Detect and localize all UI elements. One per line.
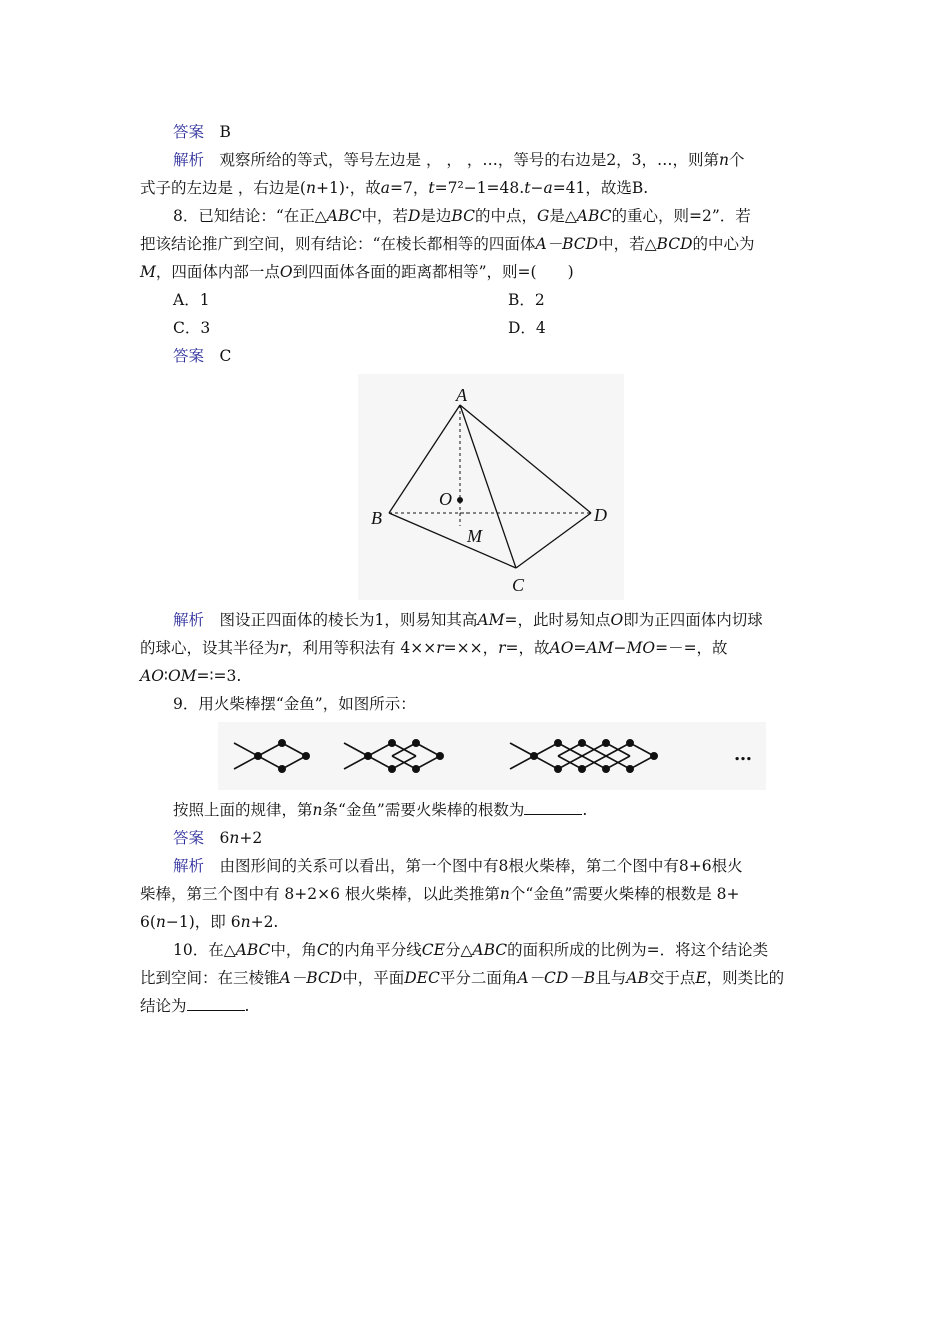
var: AM [477, 611, 505, 629]
label-m: M [467, 526, 482, 546]
analysis-text: − [613, 639, 627, 657]
q8-analysis-line2 [140, 638, 728, 658]
question-text: 的中点， [474, 207, 537, 225]
matchstick [510, 743, 534, 756]
analysis-text: =∶=3. [196, 667, 242, 685]
var: AO [549, 639, 574, 657]
analysis-text: 个“金鱼”需要火柴棒的根数是 8+ [509, 885, 740, 903]
var: C [316, 941, 329, 959]
var: n [719, 151, 730, 169]
analysis-text: 式子的左边是 ，右边是( [140, 179, 306, 197]
answer-label: 答案 [173, 347, 205, 365]
question-text: 把该结论推广到空间，则有结论：“在棱长都相等的四面体 [140, 235, 536, 253]
q7-answer-line [173, 122, 231, 142]
answer-blank[interactable] [187, 996, 245, 1011]
var: n [155, 913, 166, 931]
answer-label: 答案 [173, 123, 205, 141]
analysis-text: +2. [250, 913, 279, 931]
matchstick [258, 743, 282, 756]
var: r [436, 639, 444, 657]
q10-question-line3 [140, 996, 249, 1016]
matchstick [416, 743, 440, 756]
analysis-text: ，利用等积法有 4×× [286, 639, 437, 657]
analysis-label: 解析 [173, 151, 205, 169]
var: MO [626, 639, 656, 657]
matchstick [344, 743, 368, 756]
var: CE [421, 941, 445, 959]
analysis-text: ∶ [163, 667, 168, 685]
analysis-text: 柴棒，第三个图中有 8+2×6 根火柴棒，以此类推第 [140, 885, 500, 903]
var: n [305, 179, 316, 197]
var: A－CD－B [517, 969, 596, 987]
analysis-text: 个 [729, 151, 745, 169]
var: E [695, 969, 707, 987]
q9-analysis-line3 [140, 912, 278, 932]
analysis-text: 由图形间的关系可以看出，第一个图中有8根火柴棒，第二个图中有8+6根火 [219, 857, 743, 875]
var: ABC [326, 207, 362, 225]
option-b: B．2 [508, 291, 545, 309]
matchstick [416, 756, 440, 769]
var: n [229, 829, 240, 847]
var: ABC [576, 207, 612, 225]
analysis-text: +1)·，故 [315, 179, 381, 197]
edge-cd [516, 513, 591, 568]
q9-question: 9．用火柴棒摆“金鱼”，如图所示： [173, 695, 416, 713]
var: BCD [656, 235, 693, 253]
question-text: ，四面体内部一点 [155, 263, 280, 281]
q8-question-line3 [140, 262, 574, 282]
analysis-label: 解析 [173, 611, 205, 629]
var: A－BCD [279, 969, 343, 987]
matchstick [234, 743, 258, 756]
q7-analysis-line2 [140, 178, 648, 198]
question-text: . [582, 801, 588, 819]
analysis-text: 观察所给的等式，等号左边是 ， ， ，…，等号的右边是2，3，…，则第 [219, 151, 720, 169]
var: AM [586, 639, 614, 657]
edge-bc [389, 513, 516, 568]
var: t [524, 179, 531, 197]
question-text: 的内角平分线 [328, 941, 422, 959]
question-text: 比到空间：在三棱锥 [140, 969, 280, 987]
q9-analysis-line2 [140, 884, 740, 904]
q9-analysis-line1 [173, 856, 743, 876]
analysis-label: 解析 [173, 857, 205, 875]
analysis-text: 6( [140, 913, 156, 931]
analysis-text: =7， [390, 179, 429, 197]
analysis-text: = [573, 639, 587, 657]
question-text: 条“金鱼”需要火柴棒的根数为 [322, 801, 525, 819]
matchstick [534, 756, 558, 769]
matchstick [282, 743, 306, 756]
goldfish-figure [218, 722, 766, 790]
option-c: C．3 [173, 319, 211, 337]
q8-question-line2 [140, 234, 755, 254]
match-head [303, 753, 309, 759]
analysis-text: =××， [443, 639, 499, 657]
matchstick [258, 756, 282, 769]
var: AO [140, 667, 164, 685]
question-text: 中，若△ [598, 235, 657, 253]
question-text: 平分二面角 [439, 969, 518, 987]
q10-question-line1 [173, 940, 768, 960]
var: O [610, 611, 624, 629]
analysis-text: =－=，故 [655, 639, 728, 657]
match-head [437, 753, 443, 759]
label-c: C [512, 575, 525, 595]
answer-value: 6 [219, 829, 230, 847]
point-o [457, 497, 463, 503]
question-text: 中，角 [270, 941, 317, 959]
matchstick [630, 743, 654, 756]
question-text: 是边 [420, 207, 452, 225]
answer-blank[interactable] [524, 800, 582, 815]
goldfish-matchstick-diagram [218, 722, 766, 790]
var: D [407, 207, 421, 225]
label-a: A [456, 385, 467, 405]
analysis-text: =，故 [505, 639, 550, 657]
label-b: B [371, 508, 382, 528]
question-text: ，则类比的 [706, 969, 785, 987]
answer-value: C [219, 347, 232, 365]
answer-value: +2 [239, 829, 263, 847]
var: ABC [472, 941, 508, 959]
var: r [498, 639, 506, 657]
q9-answer-line [173, 828, 262, 848]
question-text: 是△ [549, 207, 577, 225]
matchstick [510, 756, 534, 769]
question-text: 的中心为 [692, 235, 755, 253]
var: AB [626, 969, 649, 987]
analysis-text: 即为正四面体内切球 [623, 611, 763, 629]
analysis-text: 的球心，设其半径为 [140, 639, 280, 657]
tetrahedron-diagram [358, 374, 624, 600]
option-d: D．4 [508, 319, 546, 337]
var: A－BCD [535, 235, 599, 253]
q8-analysis-line1 [173, 610, 763, 630]
var: O [279, 263, 293, 281]
analysis-text: =41，故选B. [552, 179, 649, 197]
question-text: 8．已知结论：“在正△ [173, 207, 327, 225]
question-text: 分△ [444, 941, 473, 959]
label-d: D [594, 505, 607, 525]
matchstick [344, 756, 368, 769]
question-text: 10．在△ [173, 941, 236, 959]
question-text: 中，平面 [342, 969, 405, 987]
matchstick [368, 743, 392, 756]
option-a: A．1 [173, 291, 210, 309]
label-o: O [439, 489, 452, 509]
q7-analysis-line1 [173, 150, 745, 170]
analysis-text: =7²−1=48. [434, 179, 525, 197]
question-text: 交于点 [648, 969, 696, 987]
matchstick [534, 743, 558, 756]
matchstick [282, 756, 306, 769]
matchstick [368, 756, 392, 769]
analysis-text: −1)，即 6 [165, 913, 241, 931]
var: M [140, 263, 156, 281]
matchstick [630, 756, 654, 769]
var: a [543, 179, 553, 197]
question-text: 的面积所成的比例为=．将这个结论类 [507, 941, 769, 959]
var: G [536, 207, 550, 225]
question-text: 到四面体各面的距离都相等”，则=( ) [292, 263, 574, 281]
var: n [240, 913, 251, 931]
question-text: 中，若 [361, 207, 408, 225]
tetrahedron-figure [358, 374, 624, 600]
analysis-text: − [530, 179, 544, 197]
match-head [651, 753, 657, 759]
q8-answer-line [173, 346, 231, 366]
var: DEC [404, 969, 440, 987]
var: n [312, 801, 323, 819]
answer-label: 答案 [173, 829, 205, 847]
matchstick [234, 756, 258, 769]
question-text: 的重心，则=2”．若 [611, 207, 751, 225]
answer-value: B [219, 123, 231, 141]
analysis-text: =，此时易知点 [504, 611, 611, 629]
var: n [499, 885, 510, 903]
question-text: . [244, 997, 250, 1015]
q10-question-line2 [140, 968, 784, 988]
var: BC [451, 207, 475, 225]
var: r [279, 639, 287, 657]
question-text: 按照上面的规律，第 [173, 801, 313, 819]
analysis-text: 图设正四面体的棱长为1，则易知其高 [219, 611, 478, 629]
ellipsis: … [734, 744, 752, 765]
question-text: 结论为 [140, 997, 187, 1015]
var: OM [167, 667, 197, 685]
question-text: 且与 [595, 969, 627, 987]
var: a [380, 179, 391, 197]
var: ABC [235, 941, 271, 959]
q8-question-line1 [173, 206, 751, 226]
q8-analysis-line3 [140, 666, 241, 686]
var: t [428, 179, 435, 197]
edge-ad [460, 405, 591, 513]
q9-fill-line [173, 800, 587, 820]
